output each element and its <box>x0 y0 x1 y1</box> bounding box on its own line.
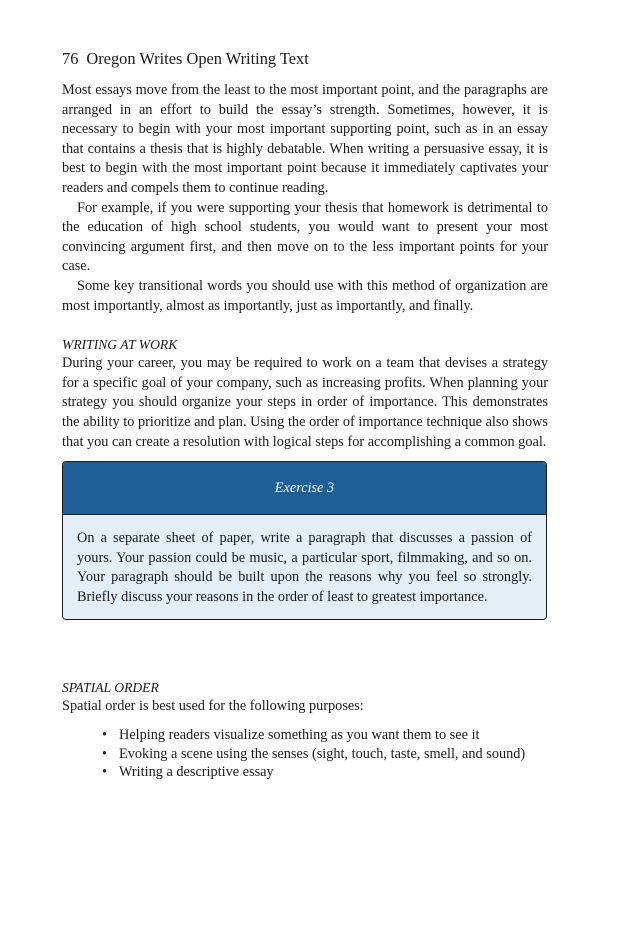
exercise-box <box>62 461 547 620</box>
spatial-order-intro: Spatial order is best used for the following purposes: <box>62 698 364 715</box>
book-title: Oregon Writes Open Writing Text <box>86 49 309 68</box>
spatial-order-list <box>62 727 548 782</box>
page-number: 76 <box>62 49 79 68</box>
list-item-text: Helping readers visualize something as you want them to see it <box>119 727 480 744</box>
list-item-text: Writing a descriptive essay <box>119 764 274 781</box>
paragraph-order-of-importance: Most essays move from the least to the most important point, and the paragraphs are arranged in an effort to build the essay’s strength. Sometimes, however, it is necessary to begin with your most important supporting point, such as in an essay that contains a thesis that is highly debatable. When writing a persuasive essay, it is best to begin with the most important point because it immediately captivates your readers and compels them to continue reading. <box>62 82 548 196</box>
list-item <box>102 764 548 782</box>
exercise-text: On a separate sheet of paper, write a paragraph that discusses a passion of yours. Your passion could be music, a particular sport, filmmaking, and so on. Your paragraph should be built upon the reasons why you feel so strongly. Briefly discuss your reasons in the order of least to greatest importance. <box>77 530 532 605</box>
exercise-body <box>63 515 546 619</box>
paragraph-transitions: Some key transitional words you should use with this method of organization are most importantly, almost as importantly, just as importantly, and finally. <box>62 277 548 314</box>
writing-at-work-heading: WRITING AT WORK <box>62 337 178 353</box>
spatial-order-heading: SPATIAL ORDER <box>62 680 159 696</box>
exercise-title: Exercise 3 <box>63 462 546 515</box>
writing-at-work-text: During your career, you may be required to work on a team that devises a strategy for a specific goal of your company, such as increasing profits. When planning your strategy you should organize your steps in order of importance. This demonstrates the ability to prioritize and plan. Using the order of importance technique also shows that you can create a resolution with logical steps for accomplishing a common goal. <box>62 355 548 450</box>
page-content <box>62 48 548 783</box>
list-item <box>102 727 548 745</box>
list-item-text: Evoking a scene using the senses (sight, touch, taste, smell, and sound) <box>119 745 526 762</box>
paragraph-example: For example, if you were supporting your thesis that homework is detrimental to the education of high school students, you would want to present your most convincing argument first, and then move on to the less important points for your case. <box>62 199 548 275</box>
running-header <box>62 48 548 70</box>
list-item <box>102 746 548 764</box>
